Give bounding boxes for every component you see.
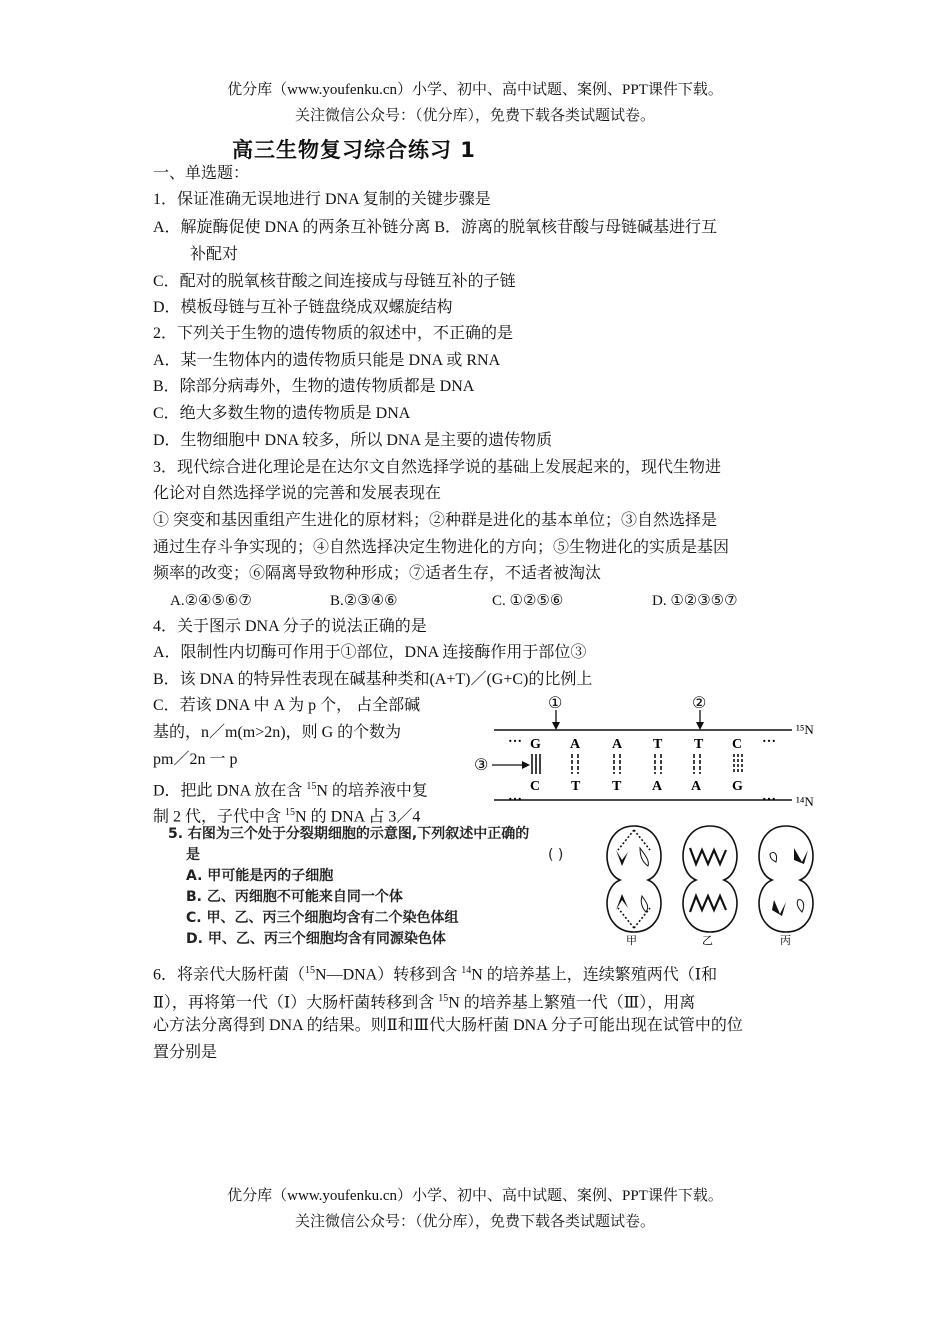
q6-l1-sup1: 15 [305,965,316,976]
marker-1: ① [548,695,563,712]
top-base-5: T [694,737,704,752]
q4-d2-sup: 15 [285,807,296,818]
q1-option-b-cont: 补配对 [190,246,239,263]
footer-line-2: 关注微信公众号：（优分库），免费下载各类试题试卷。 [294,1214,655,1230]
q4-d2-pre: 制 2 代，子代中含 [153,808,286,826]
q2-option-d: D．生物细胞中 DNA 较多，所以 DNA 是主要的遗传物质 [153,432,553,449]
q4-d1-sup: 15 [306,781,317,792]
q6-l1-sup2: 14 [461,965,472,976]
q3-items-3: 频率的改变；⑥隔离导致物种形成；⑦适者生存，不适者被淘汰 [153,565,602,582]
bottom-base-5: A [691,779,702,794]
bottom-base-4: A [652,779,663,794]
q1-stem: 1．保证准确无误地进行 DNA 复制的关键步骤是 [153,191,491,208]
q6-l2-post: N 的培养基上繁殖一代（Ⅲ），用离 [448,994,696,1012]
q6-line-1 [153,961,717,985]
q4-option-c-3: pm／2n 一 p [153,751,238,768]
q4-stem: 4．关于图示 DNA 分子的说法正确的是 [153,618,427,635]
q4-option-b: B．该 DNA 的特异性表现在碱基种类和(A+T)／(G+C)的比例上 [153,671,593,688]
q3-items-2: 通过生存斗争实现的；④自然选择决定生物进化的方向；⑤生物进化的实质是基因 [153,539,730,556]
q3-option-d: D. ①②③⑤⑦ [652,593,738,609]
top-base-4: T [653,737,663,752]
arrow-down-icon [552,722,560,730]
cell-label-bing: 丙 [780,935,791,946]
q4-d1-pre: D．把此 DNA 放在含 [153,782,307,800]
q4-option-d-1 [153,777,428,801]
bottom-base-1: C [530,779,541,794]
top-base-2: A [570,737,581,752]
q2-stem: 2．下列关于生物的遗传物质的叙述中，不正确的是 [153,325,514,342]
q6-l1-mid: N—DNA）转移到含 [315,966,462,984]
cell-division-diagram [598,820,830,946]
q6-line-2 [153,989,695,1013]
q6-l1-pre: 6．将亲代大肠杆菌（ [153,966,306,984]
arrow-right-icon [522,761,530,769]
q5-option-b: B. 乙、丙细胞不可能来自同一个体 [186,889,403,905]
q4-option-c-2: 基的，n／m(m>2n)，则 G 的个数为 [153,724,402,741]
q1-option-a-b: A．解旋酶促使 DNA 的两条互补链分离 B．游离的脱氧核苷酸与母链碱基进行互 [153,219,718,236]
top-base-6: C [732,737,743,752]
q4-option-a: A．限制性内切酶可作用于①部位，DNA 连接酶作用于部位③ [153,644,587,661]
q3-option-a: A.②④⑤⑥⑦ [170,593,252,609]
label-15n: ¹⁵N [796,722,814,737]
q2-option-a: A．某一生物体内的遗传物质只能是 DNA 或 RNA [153,352,501,369]
hydrogen-bonds [532,754,742,774]
page-title: 高三生物复习综合练习 1 [232,138,476,162]
q6-l1-post: N 的培养基上，连续繁殖两代（Ⅰ和 [471,966,718,984]
q5-stem-1: 5. 右图为三个处于分裂期细胞的示意图,下列叙述中正确的 [168,826,530,842]
cell-label-jia: 甲 [626,935,637,946]
q4-d2-post: N 的 DNA 占 3／4 [295,808,421,826]
dna-dots-tr: … [762,731,776,746]
q5-option-c: C. 甲、乙、丙三个细胞均含有二个染色体组 [186,910,459,926]
cell-jia [607,826,661,932]
q5-stem-2: 是 [186,847,200,863]
q4-d1-post: N 的培养液中复 [316,782,428,800]
q6-l2-pre: Ⅱ），再将第一代（Ⅰ）大肠杆菌转移到含 [153,994,439,1012]
header-line-2: 关注微信公众号：（优分库），免费下载各类试题试卷。 [294,108,655,124]
dna-diagram [470,690,830,810]
top-base-1: G [530,737,541,752]
label-14n: ¹⁴N [796,794,814,809]
footer-line-1: 优分库（www.youfenku.cn）小学、初中、高中试题、案例、PPT课件下载。 [227,1188,723,1204]
q3-option-c: C. ①②⑤⑥ [492,593,564,609]
q3-stem-1: 3．现代综合进化理论是在达尔文自然选择学说的基础上发展起来的，现代生物进 [153,459,722,476]
marker-3: ③ [474,757,489,774]
cell-bing [759,826,813,932]
dna-dots-bl: … [508,789,522,804]
q3-stem-2: 化论对自然选择学说的完善和发展表现在 [153,485,442,502]
top-base-3: A [612,737,623,752]
q2-option-b: B．除部分病毒外，生物的遗传物质都是 DNA [153,378,475,395]
dna-dots-br: … [762,789,776,804]
q6-line-4: 置分别是 [153,1044,218,1061]
q4-option-c-1: C．若该 DNA 中 A 为 p 个， 占全部碱 [153,697,421,714]
q5-answer-blank: ( ) [548,847,564,863]
cell-yi [683,826,737,932]
cell-label-yi: 乙 [702,935,713,946]
q5-option-d: D. 甲、乙、丙三个细胞均含有同源染色体 [186,931,446,947]
bottom-base-6: G [732,779,743,794]
q2-option-c: C．绝大多数生物的遗传物质是 DNA [153,405,411,422]
q1-option-d: D．模板母链与互补子链盘绕成双螺旋结构 [153,299,453,316]
bottom-base-3: T [612,779,622,794]
q6-line-3: 心方法分离得到 DNA 的结果。则Ⅱ和Ⅲ代大肠杆菌 DNA 分子可能出现在试管中的位 [153,1017,743,1034]
q6-l2-sup: 15 [438,993,449,1004]
q3-items-1: ① 突变和基因重组产生进化的原材料；②种群是进化的基本单位；③自然选择是 [153,512,718,529]
q5-option-a: A. 甲可能是丙的子细胞 [186,868,334,884]
arrow-down-icon [696,722,704,730]
dna-dots-tl: … [508,731,522,746]
q3-option-b: B.②③④⑥ [330,593,398,609]
bottom-base-2: T [571,779,581,794]
header-line-1: 优分库（www.youfenku.cn）小学、初中、高中试题、案例、PPT课件下载。 [227,82,723,98]
q1-option-c: C．配对的脱氧核苷酸之间连接成与母链互补的子链 [153,273,516,290]
section-heading: 一、单选题： [153,165,250,182]
marker-2: ② [692,695,707,712]
